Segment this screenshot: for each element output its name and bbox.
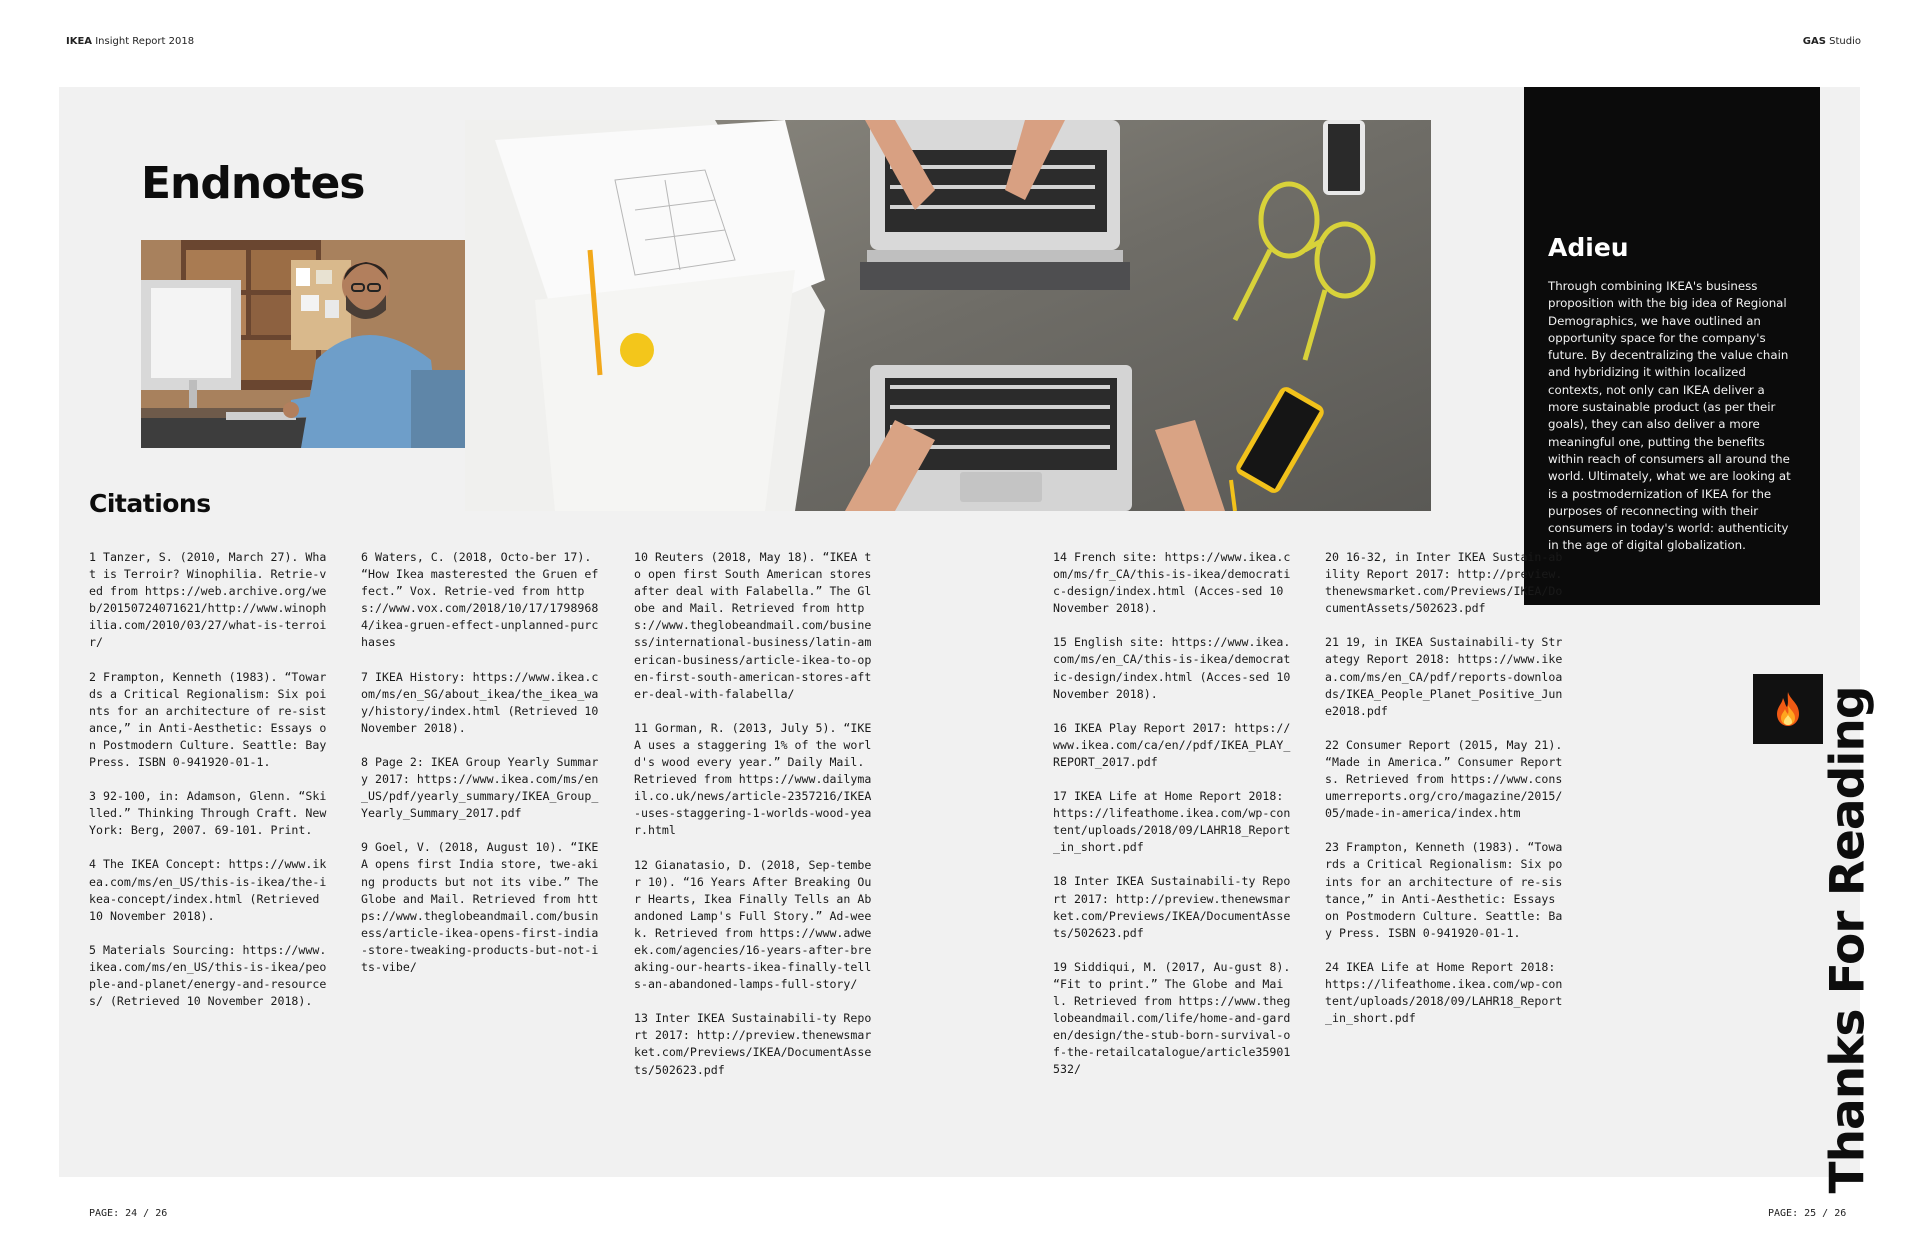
office-man-photo [141,240,465,448]
endnote: 11 Gorman, R. (2013, July 5). “IKEA uses a staggering 1% of the world's wood every year.” Daily Mail. Retrieved from https://www.dailymail.co.uk/news/article-2357216/IKEA-uses-staggering-1-worlds-wood-year.html [634,720,872,838]
header-left [66,36,194,47]
endnote: 16 IKEA Play Report 2017: https://www.ikea.com/ca/en//pdf/IKEA_PLAY_REPORT_2017.pdf [1053,720,1291,769]
endnotes-column-1 [89,549,329,1027]
endnote: 4 The IKEA Concept: https://www.ikea.com/ms/en_US/this-is-ikea/the-ikea-concept/index.html (Retrieved 10 November 2018). [89,857,327,923]
endnote: 7 IKEA History: https://www.ikea.com/ms/en_SG/about_ikea/the_ikea_way/history/index.html (Retrieved 10 November 2018). [361,669,599,735]
header-studio-label: Studio [1829,36,1861,47]
laptops-desk-photo [465,120,1431,511]
header-brand: IKEA [66,36,93,47]
endnote: 23 Frampton, Kenneth (1983). “Towards a Critical Regionalism: Six points for an architecture of re-sistance,” in Anti-Aesthetic: Essays on Postmodern Culture. Seattle: Bay Press. ISBN 0-941920-01-1. [1325,840,1563,940]
endnote: 18 Inter IKEA Sustainabili-ty Report 2017: http://preview.thenewsmarket.com/Previews/IKEA/DocumentAssets/502623.pdf [1053,874,1291,940]
citations-heading: Citations [89,489,211,518]
header-right [1803,36,1861,47]
endnote: 12 Gianatasio, D. (2018, Sep-tember 10). “16 Years After Breaking Our Hearts, Ikea Finally Tells an Abandoned Lamp's Full Story.” Ad-week. Retrieved from https://www.adweek.com/agencies/16-years-after-breaking-our-hearts-ikea-finally-tells-an-abandoned-lamps-full-story/ [634,857,872,992]
endnote: 17 IKEA Life at Home Report 2018: https://lifeathome.ikea.com/wp-content/uploads/2018/09/LAHR18_Report_in_short.pdf [1053,789,1291,855]
endnote: 20 16-32, in Inter IKEA Sustain-ability Report 2017: http://preview.thenewsmarket.com/Previews/IKEA/DocumentAssets/502623.pdf [1325,550,1563,616]
page-title: Endnotes [141,158,365,209]
endnote: 5 Materials Sourcing: https://www.ikea.com/ms/en_US/this-is-ikea/people-and-planet/energy-and-resources/ (Retrieved 10 November 2018). [89,942,327,1009]
endnotes-column-2 [361,549,601,993]
header-studio-brand: GAS [1802,36,1826,47]
thanks-for-reading: Thanks For Reading [1820,686,1876,1194]
endnote: 2 Frampton, Kenneth (1983). “Towards a Critical Regionalism: Six points for an architecture of re-sistance,” in Anti-Aesthetic: Essays on Postmodern Culture. Seattle: Bay Press. ISBN 0-941920-01-1. [89,669,327,770]
endnotes-column-5 [1325,549,1565,1044]
endnote: 6 Waters, C. (2018, Octo-ber 17). “How Ikea masterested the Gruen effect.” Vox. Retrie-ved from https://www.vox.com/2018/10/17/17989684/ikea-gruen-effect-unplanned-purchases [361,550,599,650]
endnotes-column-3 [634,549,874,1096]
endnote: 19 Siddiqui, M. (2017, Au-gust 8). “Fit to print.” The Globe and Mail. Retrieved from https://www.theglobeandmail.com/life/home-and-garden/design/the-stub-born-survival-of-the-retailcatalogue/article35901532/ [1053,959,1291,1077]
endnote: 9 Goel, V. (2018, August 10). “IKEA opens first India store, twe-aking products but not its vibe.” The Globe and Mail. Retrieved from https://www.theglobeandmail.com/business/article-ikea-opens-first-india-store-tweaking-products-but-not-its-vibe/ [361,840,599,974]
header-report-title: Insight Report 2018 [95,36,195,47]
endnote: 22 Consumer Report (2015, May 21). “Made in America.” Consumer Reports. Retrieved from https://www.consumerreports.org/cro/magazine/2015/05/made-in-america/index.htm [1325,737,1563,821]
adieu-title: Adieu [1548,233,1629,262]
fire-badge [1753,674,1823,744]
endnote: 8 Page 2: IKEA Group Yearly Summary 2017: https://www.ikea.com/ms/en_US/pdf/yearly_summary/IKEA_Group_Yearly_Summary_2017.pdf [361,754,599,821]
endnote: 15 English site: https://www.ikea.com/ms/en_CA/this-is-ikea/democratic-design/index.html (Acces-sed 10 November 2018). [1053,635,1291,701]
page-number-right: PAGE: 25 / 26 [1768,1208,1847,1219]
adieu-text: Through combining IKEA's business proposition with the big idea of Regional Demographics, we have outlined an opportunity space for the company's future. By decentralizing the value chain and hybridizing it within localized contexts, not only can IKEA deliver a more sustainable product (as per their goals), they can also deliver a more meaningful one, putting the benefits within reach of consumers all around the world. Ultimately, what we are looking at is a postmodernization of IKEA for the purposes of reconnecting with their consumers in today's world: authenticity in the age of digital globalization. [1548,279,1791,553]
endnotes-column-4 [1053,549,1293,1095]
endnote: 14 French site: https://www.ikea.com/ms/fr_CA/this-is-ikea/democratic-design/index.html (Acces-sed 10 November 2018). [1053,550,1291,616]
endnote: 1 Tanzer, S. (2010, March 27). What is Terroir? Winophilia. Retrie-ved from https://web.archive.org/web/20150724071621/http://www.winophilia.com/2010/03/27/what-is-terroir/ [89,550,327,650]
endnote: 21 19, in IKEA Sustainabili-ty Strategy Report 2018: https://www.ikea.com/ms/en_CA/pdf/reports-downloads/IKEA_People_Planet_Positive_June2018.pdf [1325,635,1563,718]
endnote: 10 Reuters (2018, May 18). “IKEA to open first South American stores after deal with Falabella.” The Globe and Mail. Retrieved from https://www.theglobeandmail.com/business/international-business/latin-american-business/article-ikea-to-open-first-south-american-stores-after-deal-with-falabella/ [634,550,872,701]
endnote: 3 92-100, in: Adamson, Glenn. “Skilled.” Thinking Through Craft. New York: Berg, 2007. 69-101. Print. [89,789,327,838]
page-number-left: PAGE: 24 / 26 [89,1208,168,1219]
adieu-box [1524,87,1820,605]
endnote: 24 IKEA Life at Home Report 2018: https://lifeathome.ikea.com/wp-content/uploads/2018/09/LAHR18_Report_in_short.pdf [1325,959,1563,1026]
fire-icon [1773,691,1803,727]
endnote: 13 Inter IKEA Sustainabili-ty Report 2017: http://preview.thenewsmarket.com/Previews/IKEA/DocumentAssets/502623.pdf [634,1011,872,1077]
